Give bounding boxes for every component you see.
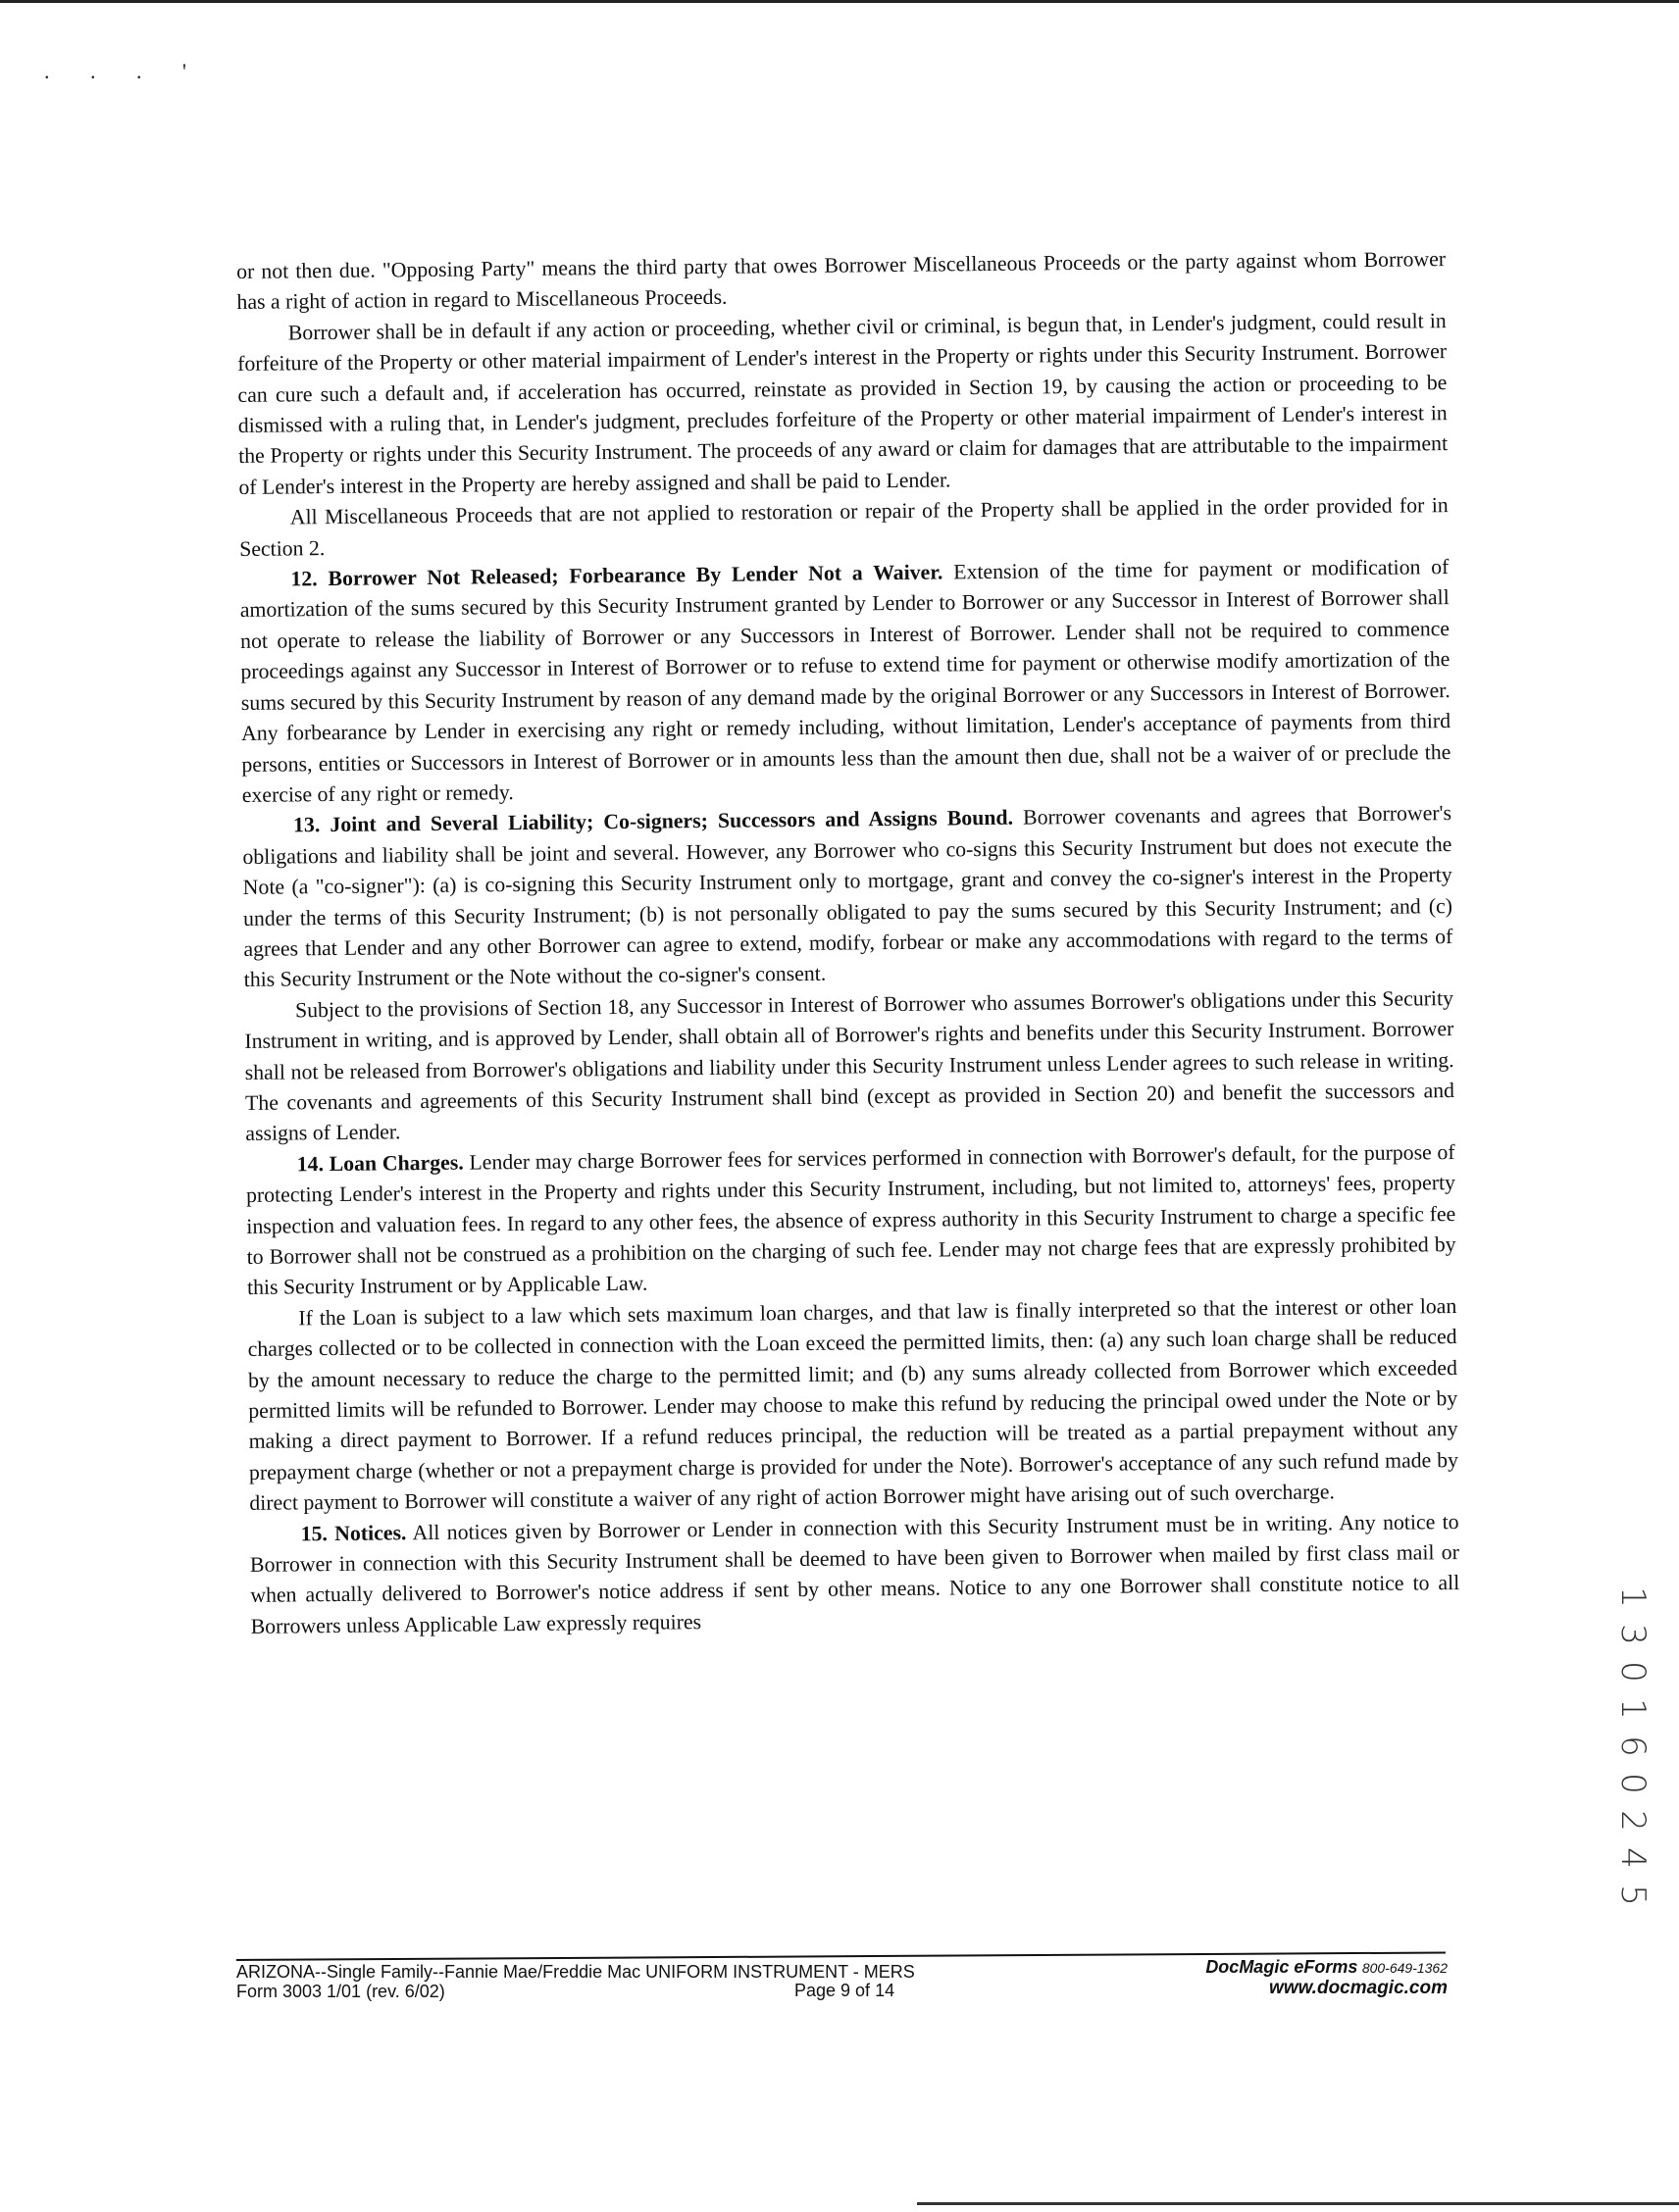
section-heading: 14. Loan Charges. — [296, 1150, 464, 1177]
paragraph — [237, 306, 1449, 503]
paragraph-text: Subject to the provisions of Section 18, any Successor in Interest of Borrower who assumes Borrower's obligations under this Security Instrument in writing, and is approved by Lender, shall obtain all of Borrower's rights and benefits under this Security Instrument. Borrower shall not be released from Borrower's obligations and liability under this Security Instrument unless Lender agrees to such release in writing. The covenants and agreements of this Security Instrument shall bind (except as provided in Section 20) and benefit the successors and assigns of Lender. — [244, 985, 1455, 1146]
footer-instrument-title: ARIZONA--Single Family--Fannie Mae/Freddie Mac UNIFORM INSTRUMENT - MERS — [236, 1962, 915, 1982]
document-body — [236, 244, 1460, 1642]
paragraph — [247, 1291, 1458, 1520]
scan-edge-bottom — [917, 2202, 1679, 2205]
section-paragraph — [246, 1137, 1457, 1304]
scan-specks: . . . ' — [44, 59, 204, 83]
stamp-digit: 2 — [1613, 1810, 1653, 1832]
paragraph-text: All Miscellaneous Proceeds that are not applied to restoration or repair of the Property shall be applied in the order provided for in Section 2. — [238, 493, 1449, 561]
section-paragraph — [239, 552, 1451, 811]
recording-number-stamp — [1613, 1579, 1653, 1914]
paragraph-text: Extension of the time for payment or modification of amortization of the sums secured by this Security Instrument granted by Lender to Borrower or any Successor in Interest of Borrower shall not operate to release the liability of Borrower or any Successors in Interest of Borrower. Lender shall not be required to commence proceedings against any Successor in Interest of Borrower or to refuse to extend time for payment or otherwise modify amortization of the sums secured by this Security Instrument by reason of any demand made by the original Borrower or any Successors in Interest of Borrower. Any forbearance by Lender in exercising any right or remedy including, without limitation, Lender's acceptance of payments from third persons, entities or Successors in Interest of Borrower or in amounts less than the amount then due, shall not be a waiver of or preclude the exercise of any right or remedy. — [239, 555, 1451, 807]
publisher-brand: DocMagic eForms — [1205, 1957, 1358, 1977]
section-paragraph — [242, 798, 1453, 995]
paragraph-text: Borrower shall be in default if any action or proceeding, whether civil or criminal, is begun that, in Lender's judgment, could result in forfeiture of the Property or other material impairment of Lender's interest in the Property or rights under this Security Instrument. Borrower can cure such a default and, if acceleration has occurred, reinstate as provided in Section 19, by causing the action or proceeding to be dismissed with a ruling that, in Lender's judgment, precludes forfeiture of the Property or other material impairment of Lender's interest in the Property or rights under this Security Instrument. The proceeds of any award or claim for damages that are attributable to the impairment of Lender's interest in the Property are hereby assigned and shall be paid to Lender. — [237, 308, 1449, 499]
scan-edge-top — [0, 0, 1679, 3]
stamp-digit: 4 — [1613, 1847, 1653, 1869]
paragraph-text: Lender may charge Borrower fees for services performed in connection with Borrower's default, for the purpose of protecting Lender's interest in the Property and rights under this Security Instrument, including, but not limited to, attorneys' fees, property inspection and valuation fees. In regard to any other fees, the absence of express authority in this Security Instrument to charge a specific fee to Borrower shall not be construed as a prohibition on the charging of such fee. Lender may not charge fees that are expressly prohibited by this Security Instrument or by Applicable Law. — [245, 1139, 1456, 1300]
stamp-digit: 3 — [1613, 1624, 1653, 1645]
publisher-website: www.docmagic.com — [1269, 1978, 1448, 1998]
section-paragraph — [249, 1507, 1459, 1643]
section-heading: 12. Borrower Not Released; Forbearance By Lender Not a Waiver. — [290, 560, 943, 591]
paragraph-text: or not then due. "Opposing Party" means the third party that owes Borrower Miscellaneous Proceeds or the party against whom Borrower has a right of action in regard to Miscellaneous Proceeds. — [236, 247, 1447, 315]
stamp-digit: 5 — [1613, 1885, 1653, 1906]
footer-form-number: Form 3003 1/01 (rev. 6/02) — [236, 1982, 445, 2001]
stamp-digit: 0 — [1613, 1661, 1653, 1683]
section-heading: 15. Notices. — [300, 1520, 407, 1546]
paragraph-text: Borrower covenants and agrees that Borrower's obligations and liability shall be joint and several. However, any Borrower who co-signs this Security Instrument but does not execute the Note (a "co-signer"): (a) is co-signing this Security Instrument only to mortgage, grant and convey the co-signer's interest in the Property under the terms of this Security Instrument; (b) is not personally obligated to pay the sums secured by this Security Instrument; and (c) agrees that Lender and any other Borrower can agree to extend, modify, forbear or make any accommodations with regard to the terms of this Security Instrument or the Note without the co-signer's consent. — [242, 801, 1453, 992]
paragraph-text: All notices given by Borrower or Lender in connection with this Security Instrument must be in writing. Any notice to Borrower in connection with this Security Instrument shall be deemed to have been given to Borrower when mailed by first class mail or when actually delivered to Borrower's notice address if sent by other means. Notice to any one Borrower shall constitute notice to all Borrowers unless Applicable Law expressly requires — [249, 1509, 1460, 1638]
publisher-phone: 800-649-1362 — [1361, 1960, 1448, 1976]
section-heading: 13. Joint and Several Liability; Co-signers; Successors and Assigns Bound. — [292, 806, 1014, 837]
stamp-digit: 1 — [1613, 1698, 1653, 1720]
paragraph — [244, 983, 1455, 1150]
footer-publisher — [1145, 1957, 1448, 1999]
paragraph-text: If the Loan is subject to a law which sets maximum loan charges, and that law is finally interpreted so that the interest or other loan charges collected or to be collected in connection with the Loan exceed the permitted limits, then: (a) any such loan charge shall be reduced by the amount necessary to reduce the charge to the permitted limit; and (b) any sums already collected from Borrower which exceeded permitted limits will be refunded to Borrower. Lender may choose to make this refund by reducing the principal owed under the Note or by making a direct payment to Borrower. If a refund reduces principal, the reduction will be treated as a partial prepayment without any prepayment charge (whether or not a prepayment charge is provided for under the Note). Borrower's acceptance of any such refund made by direct payment to Borrower will constitute a waiver of any right of action Borrower might have arising out of such overcharge. — [247, 1293, 1459, 1516]
page-number: Page 9 of 14 — [794, 1981, 895, 2000]
stamp-digit: 0 — [1613, 1773, 1653, 1794]
stamp-digit: 6 — [1613, 1735, 1653, 1757]
stamp-digit: 1 — [1613, 1586, 1653, 1608]
